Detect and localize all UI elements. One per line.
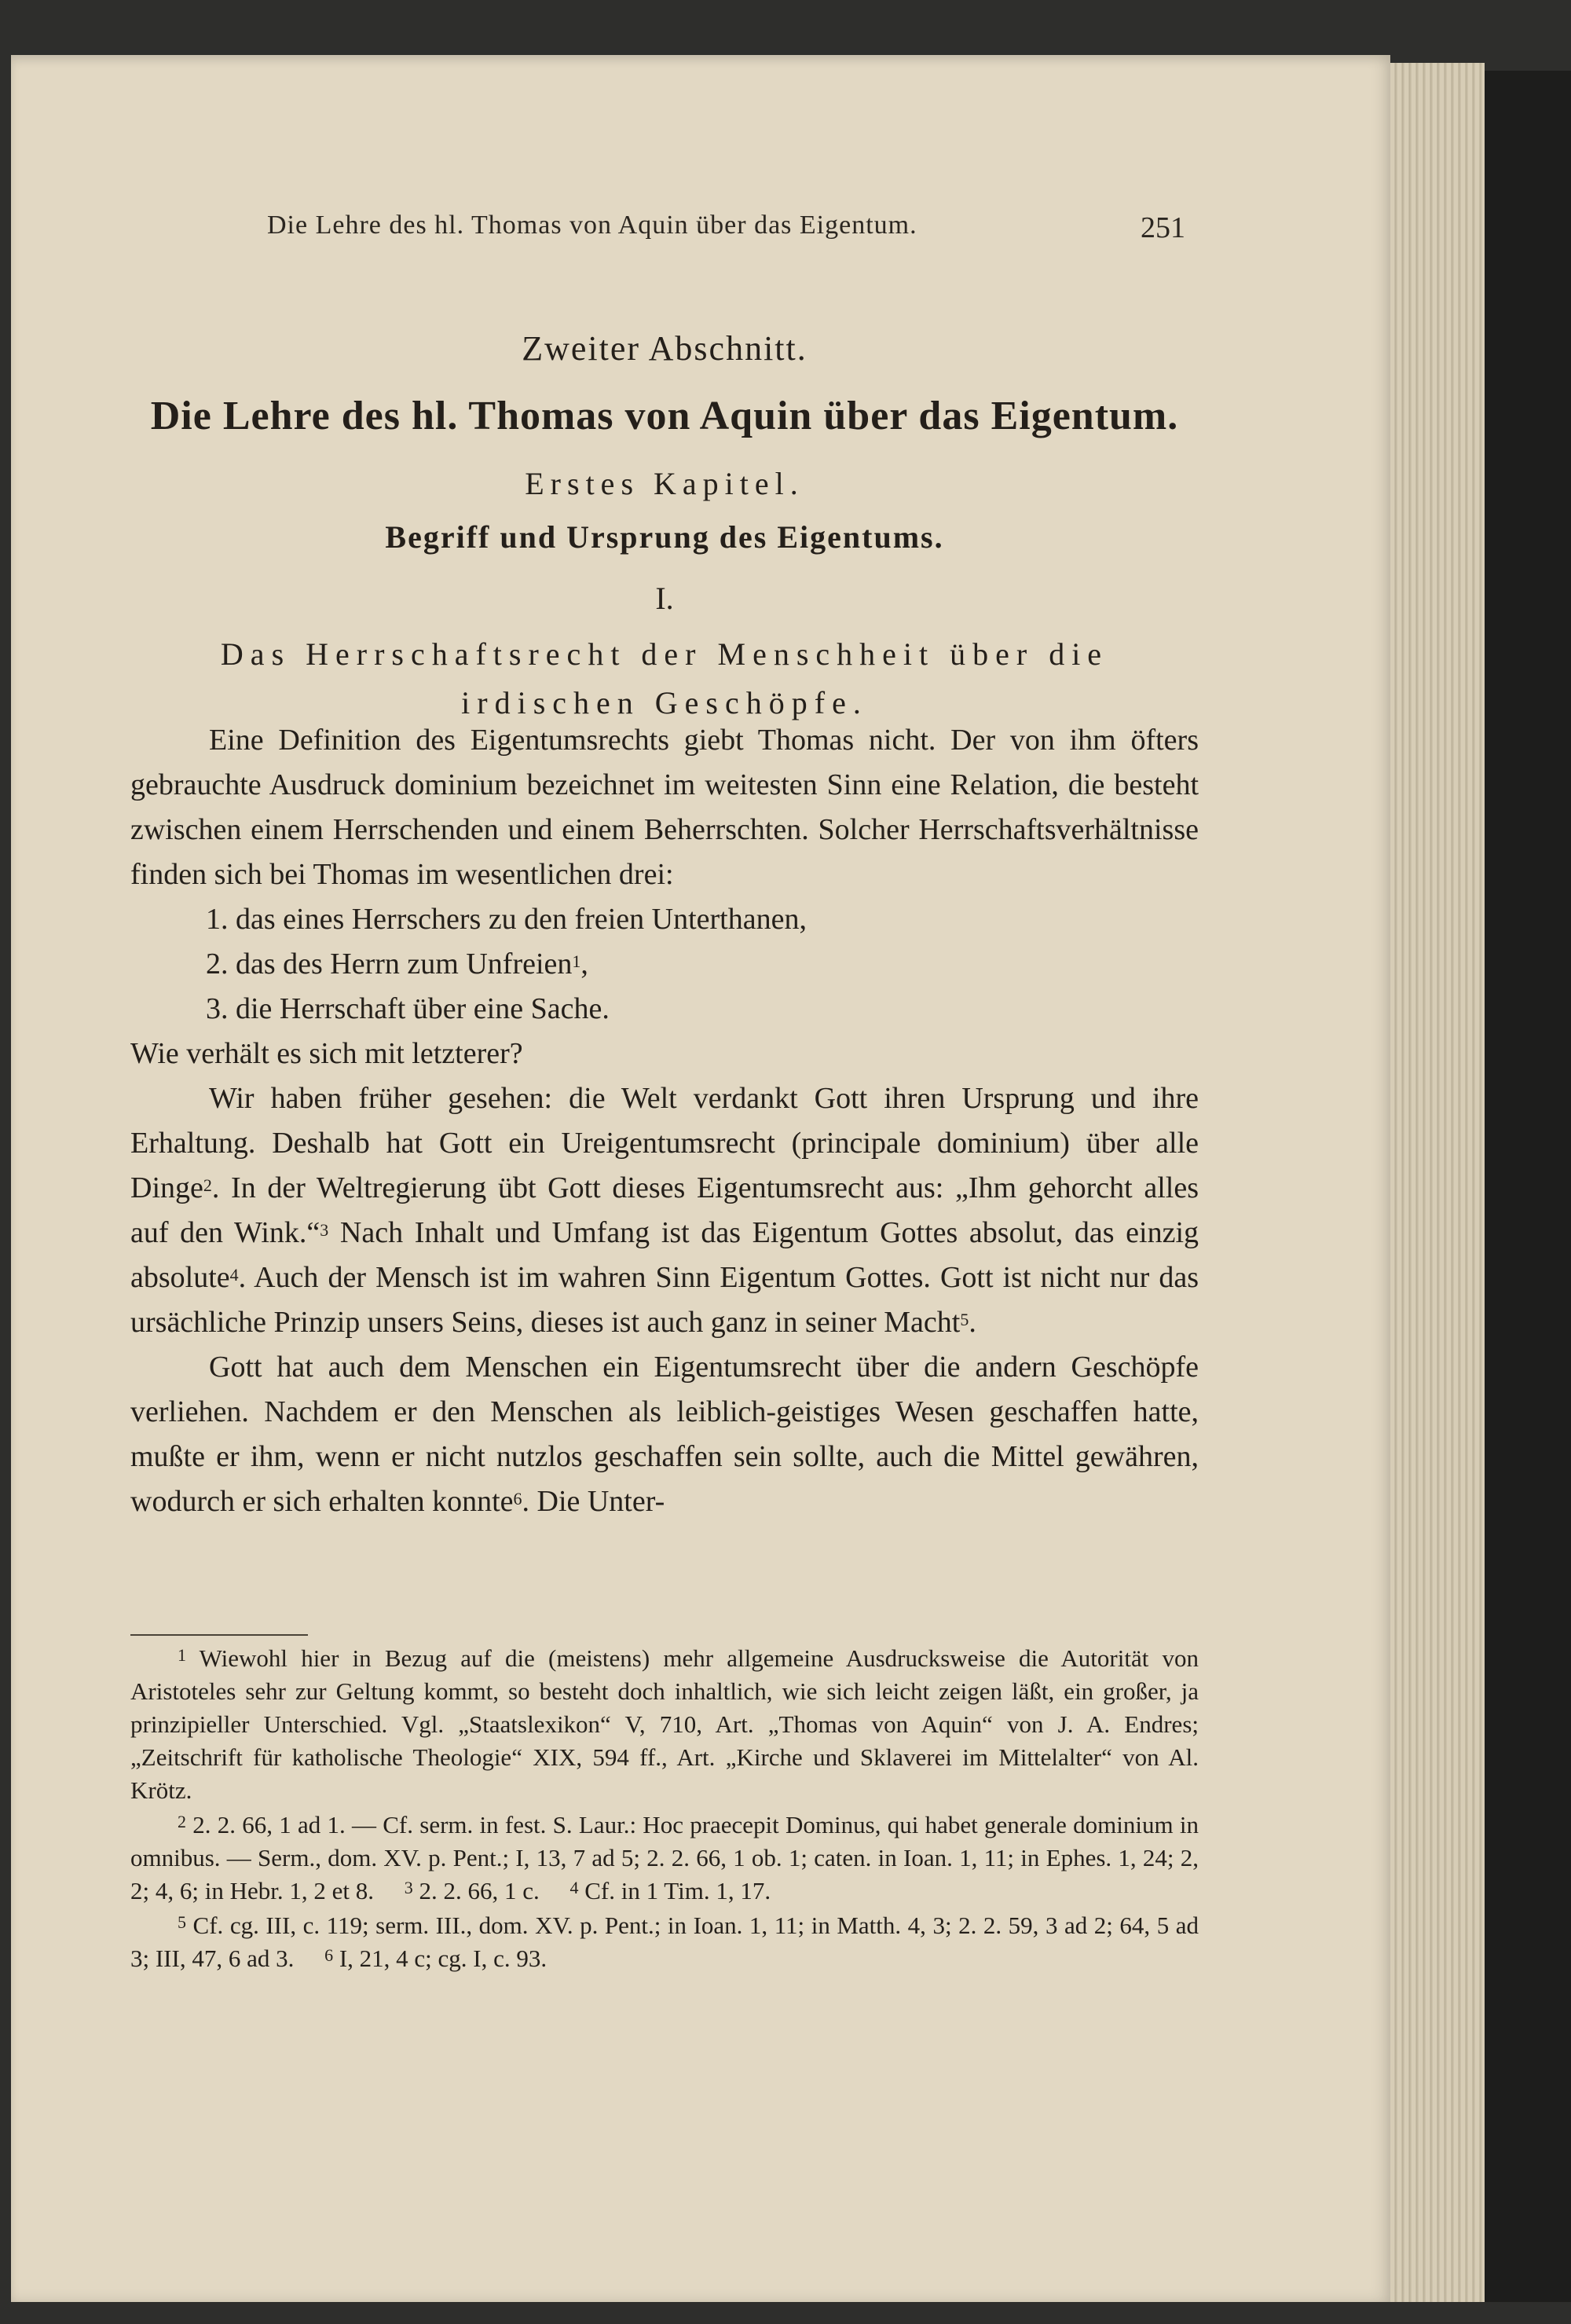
footnote-1-text: Wiewohl hier in Bezug auf die (meistens) mehr allgemeine Ausdrucksweise die Autorität von Aristoteles sehr zur Geltung kommt, so besteht doch inhaltlich, wie sich leicht zeigen läßt, ein großer, ja prinzipieller Unterschied. Vgl. „Staatslexikon“ V, 710, Art. „Thomas von Aquin“ von J. A. Endres; „Zeitschrift für katholische Theologie“ XIX, 594 ff., Art. „Kirche und Sklaverei im Mittelalter“ von Al. Krötz. — [130, 1644, 1199, 1804]
footnote-1 — [130, 1642, 1199, 1807]
footnote-3-mark: 3 — [404, 1878, 413, 1897]
footnote-2 — [130, 1809, 1199, 1908]
paragraph-1: Eine Definition des Eigentumsrechts giebt Thomas nicht. Der von ihm öfters gebrauchte Ausdruck dominium bezeichnet im weitesten Sinn eine Relation, die besteht zwischen einem Herrschenden und einem Beherrschten. Solcher Herrschaftsverhältnisse finden sich bei Thomas im wesentlichen drei: — [130, 724, 1199, 891]
footnote-5-mark: 5 — [178, 1912, 186, 1932]
footnote-ref-2: 2 — [203, 1175, 212, 1195]
page-number: 251 — [1141, 211, 1185, 244]
subheading: Das Herrschaftsrecht der Menschheit über die irdischen Geschöpfe. — [220, 636, 1109, 720]
question-line: Wie verhält es sich mit letzterer? — [130, 1037, 523, 1070]
footnote-ref-4: 4 — [229, 1265, 239, 1285]
footnote-4-text: Cf. in 1 Tim. 1, 17. — [584, 1877, 771, 1904]
body-text — [130, 718, 1199, 1524]
list-item-2 — [130, 942, 1199, 987]
book-binding — [1485, 71, 1571, 2302]
footnote-6-mark: 6 — [324, 1945, 334, 1965]
footnote-rule — [130, 1634, 308, 1636]
paragraph-2 — [130, 1076, 1199, 1345]
list-item-1: 1. das eines Herrschers zu den freien Unterthanen, — [206, 903, 807, 936]
section-heading: Zweiter Abschnitt. — [522, 329, 807, 368]
footnote-5 — [130, 1909, 1199, 1975]
footnote-2-text: 2. 2. 66, 1 ad 1. — Cf. serm. in fest. S. Laur.: Hoc praecepit Dominus, qui habet generale dominium in omnibus. — Serm., dom. XV. p. Pent.; I, 13, 7 ad 5; 2. 2. 66, 1 ob. 1; caten. in Ioan. 1, 11; in Ephes. 1, 24; 2, 2; 4, 6; in Hebr. 1, 2 et 8. — [130, 1811, 1199, 1904]
list-item-3: 3. die Herrschaft über eine Sache. — [206, 992, 610, 1025]
running-head: Die Lehre des hl. Thomas von Aquin über das Eigentum. — [267, 211, 917, 240]
footnote-ref-5: 5 — [960, 1310, 969, 1329]
footnote-4-mark: 4 — [569, 1878, 579, 1897]
page-edges — [1390, 63, 1485, 2302]
part-number: I. — [655, 581, 674, 616]
paragraph-2-part-c: Nach Inhalt und Umfang ist das Eigentum Gottes absolut, das einzig absolute — [130, 1216, 1199, 1294]
footnote-5-text: Cf. cg. III, c. 119; serm. III., dom. XV. p. Pent.; in Ioan. 1, 11; in Matth. 4, 3; 2. 2. 59, 3 ad 2; 64, 5 ad 3; III, 47, 6 ad 3. — [130, 1912, 1199, 1972]
footnote-ref-1: 1 — [572, 951, 581, 971]
paragraph-2-part-b: . In der Weltregierung übt Gott dieses Eigentumsrecht aus: „Ihm gehorcht alles auf den Wink.“ — [130, 1171, 1199, 1249]
footnotes — [130, 1642, 1199, 1977]
list-item-2-text: 2. das des Herrn zum Unfreien — [206, 948, 573, 981]
main-title: Die Lehre des hl. Thomas von Aquin über das Eigentum. — [150, 394, 1179, 438]
chapter-title: Begriff und Ursprung des Eigentums. — [385, 519, 944, 555]
footnote-6-text: I, 21, 4 c; cg. I, c. 93. — [339, 1945, 547, 1972]
footnote-1-mark: 1 — [178, 1645, 186, 1665]
list-item-2-end: , — [580, 948, 588, 981]
footnote-ref-3: 3 — [320, 1220, 329, 1240]
paragraph-2-part-d: . Auch der Mensch ist im wahren Sinn Eigentum Gottes. Gott ist nicht nur das ursächliche Prinzip unsers Seins, dieses ist auch ganz in seiner Macht — [130, 1261, 1199, 1339]
chapter-heading: Erstes Kapitel. — [525, 466, 804, 501]
paragraph-2-part-e: . — [969, 1306, 976, 1339]
paragraph-3-part-b: . Die Unter- — [522, 1485, 665, 1518]
footnote-3-text: 2. 2. 66, 1 c. — [419, 1877, 540, 1904]
paragraph-2-part-a: Wir haben früher gesehen: die Welt verdankt Gott ihren Ursprung und ihre Erhaltung. Deshalb hat Gott ein Ureigentumsrecht (principale dominium) über alle Dinge — [130, 1082, 1199, 1204]
footnote-2-mark: 2 — [178, 1812, 186, 1831]
paragraph-3-part-a: Gott hat auch dem Menschen ein Eigentumsrecht über die andern Geschöpfe verliehen. Nachdem er den Menschen als leiblich-geistiges Wesen geschaffen hatte, mußte er ihm, wenn er nicht nutzlos geschaffen sein sollte, auch die Mittel gewähren, wodurch er sich erhalten konnte — [130, 1351, 1199, 1518]
footnote-ref-6: 6 — [513, 1489, 522, 1508]
paragraph-3 — [130, 1345, 1199, 1524]
